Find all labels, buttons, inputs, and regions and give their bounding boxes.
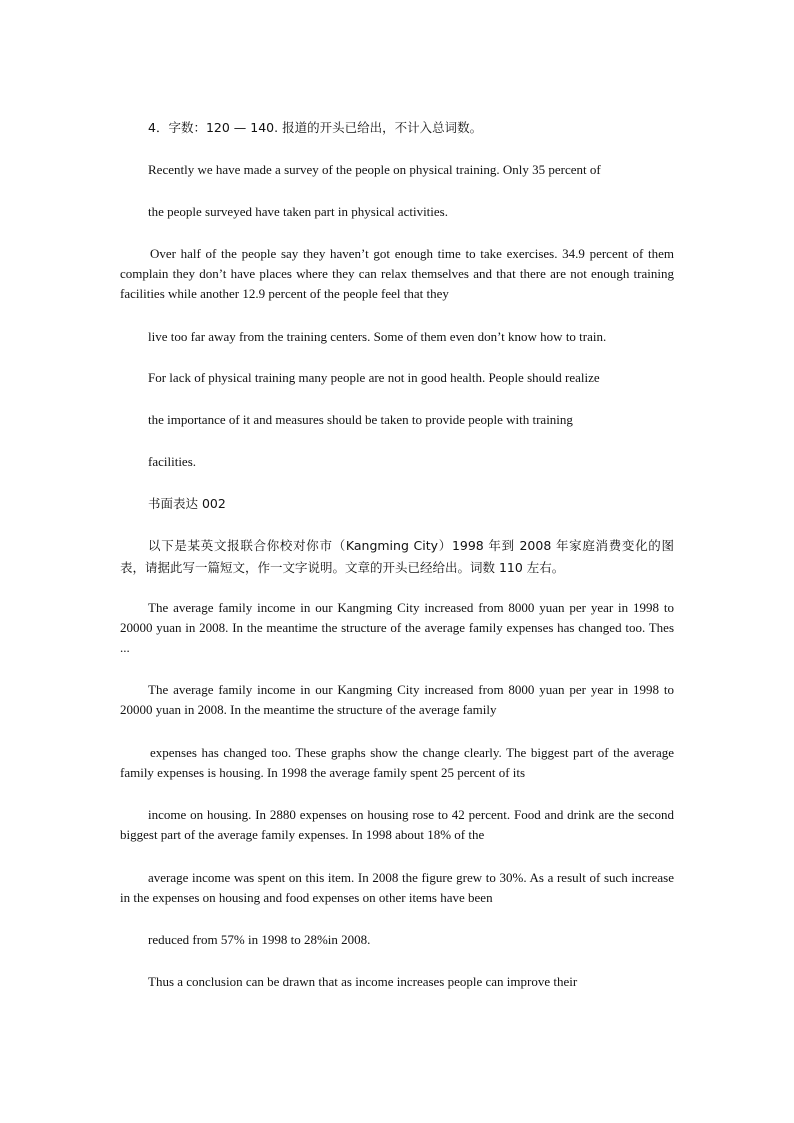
essay1-paragraph4-line2: the importance of it and measures should be taken to provide people with training xyxy=(148,412,573,427)
essay2-opening: The average family income in our Kangming City increased from 8000 yuan per year in 1998 to 20000 yuan in 2008. In the meantime the structure of the average family expenses has changed too. Thes ... xyxy=(120,600,674,655)
essay2-paragraph4: average income was spent on this item. In 2008 the figure grew to 30%. As a result of such increase in the expenses on housing and food expenses on other items have been xyxy=(120,870,674,905)
essay1-paragraph1-line2: the people surveyed have taken part in physical activities. xyxy=(148,204,448,219)
essay1-paragraph3: live too far away from the training centers. Some of them even don’t know how to train. xyxy=(148,329,607,344)
essay1-paragraph1-line1: Recently we have made a survey of the people on physical training. Only 35 percent of xyxy=(148,162,601,177)
essay2-paragraph2: expenses has changed too. These graphs show the change clearly. The biggest part of the average family expenses is housing. In 1998 the average family spent 25 percent of its xyxy=(120,745,674,780)
requirement-item-4: 4．字数：120 — 140. 报道的开头已给出，不计入总词数。 xyxy=(148,120,483,135)
essay2-paragraph5: reduced from 57% in 1998 to 28%in 2008. xyxy=(148,932,371,947)
task-description: 以下是某英文报联合你校对你市（Kangming City）1998 年到 2008 年家庭消费变化的图表，请据此写一篇短文，作一文字说明。文章的开头已经给出。词数 110 左右。 xyxy=(120,538,674,575)
essay1-paragraph2: Over half of the people say they haven’t got enough time to take exercises. 34.9 percent of them complain they don’t have places where they can relax themselves and that there are not enough training facilities while another 12.9 percent of the people feel that they xyxy=(120,246,674,301)
essay1-paragraph4-line3: facilities. xyxy=(148,454,197,469)
essay1-paragraph4-line1: For lack of physical training many people are not in good health. People should realize xyxy=(148,370,600,385)
essay2-paragraph1: The average family income in our Kangming City increased from 8000 yuan per year in 1998 to 20000 yuan in 2008. In the meantime the structure of the average family xyxy=(120,682,674,717)
essay2-paragraph6: Thus a conclusion can be drawn that as income increases people can improve their xyxy=(148,974,578,989)
essay2-paragraph3: income on housing. In 2880 expenses on housing rose to 42 percent. Food and drink are the second biggest part of the average family expenses. In 1998 about 18% of the xyxy=(120,807,674,842)
section-title: 书面表达 002 xyxy=(148,496,226,511)
